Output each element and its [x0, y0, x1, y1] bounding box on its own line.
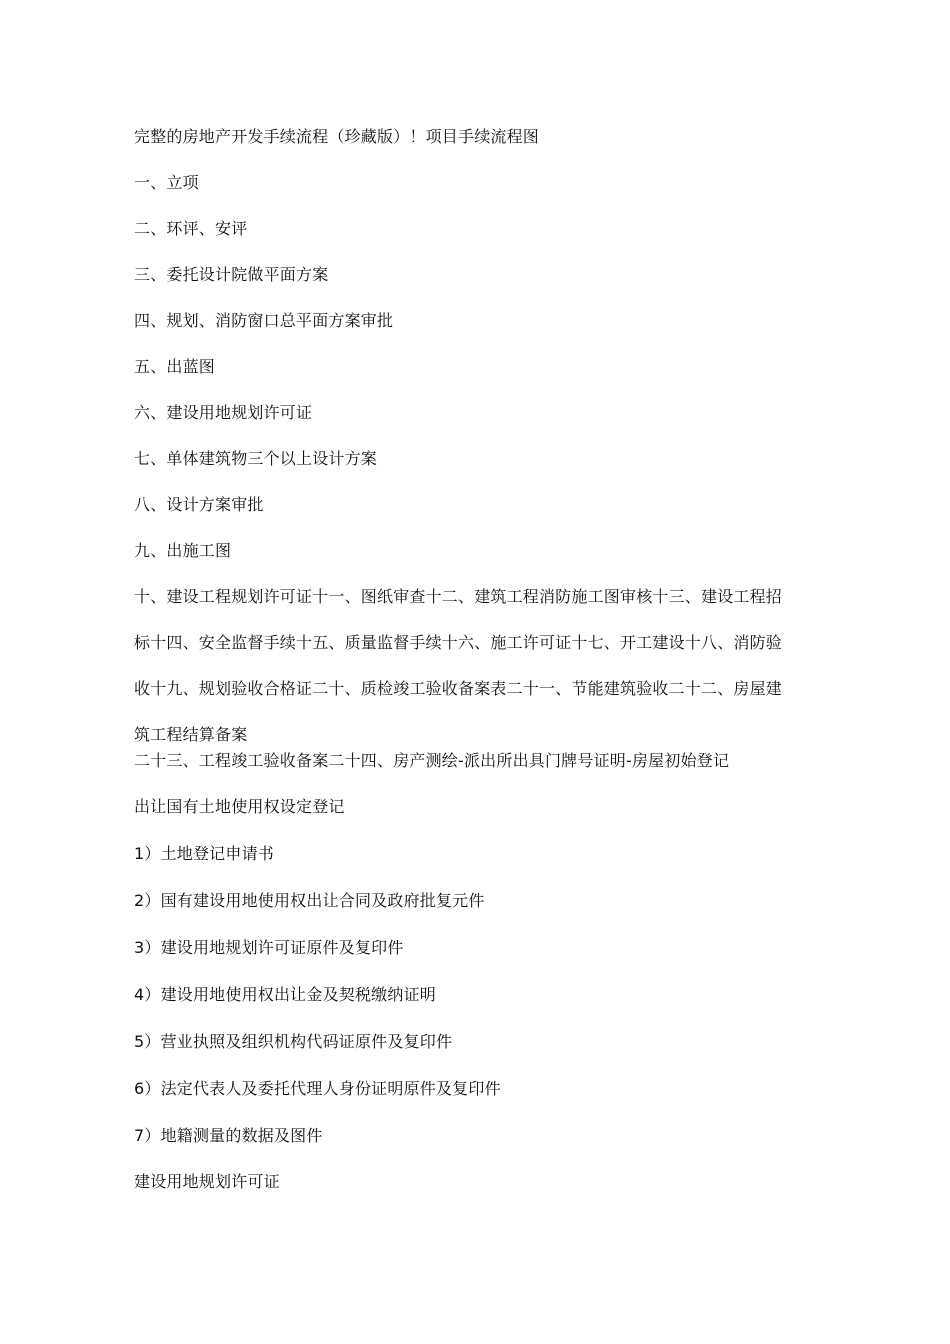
step-1: 一、立项 — [134, 173, 199, 192]
section-heading: 出让国有土地使用权设定登记 — [134, 797, 345, 816]
document-title: 完整的房地产开发手续流程（珍藏版）！项目手续流程图 — [134, 127, 540, 146]
requirement-item: 7）地籍测量的数据及图件 — [134, 1126, 323, 1145]
paragraph-line: 收十九、规划验收合格证二十、质检竣工验收备案表二十一、节能建筑验收二十二、房屋建 — [134, 679, 783, 698]
paragraph-line: 筑工程结算备案 — [134, 725, 248, 744]
step-7: 七、单体建筑物三个以上设计方案 — [134, 449, 378, 468]
requirement-item: 2）国有建设用地使用权出让合同及政府批复元件 — [134, 891, 485, 910]
requirement-item: 6）法定代表人及委托代理人身份证明原件及复印件 — [134, 1079, 501, 1098]
paragraph-line: 标十四、安全监督手续十五、质量监督手续十六、施工许可证十七、开工建设十八、消防验 — [134, 633, 783, 652]
step-6: 六、建设用地规划许可证 — [134, 403, 313, 422]
requirement-item: 1）土地登记申请书 — [134, 844, 274, 863]
paragraph-line: 十、建设工程规划许可证十一、图纸审查十二、建筑工程消防施工图审核十三、建设工程招 — [134, 587, 783, 606]
closing-heading: 建设用地规划许可证 — [134, 1172, 280, 1191]
step-2: 二、环评、安评 — [134, 219, 248, 238]
requirement-item: 3）建设用地规划许可证原件及复印件 — [134, 938, 404, 957]
step-5: 五、出蓝图 — [134, 357, 216, 376]
requirement-item: 4）建设用地使用权出让金及契税缴纳证明 — [134, 985, 436, 1004]
steps-10-22-paragraph — [134, 574, 824, 712]
step-9: 九、出施工图 — [134, 541, 232, 560]
step-3: 三、委托设计院做平面方案 — [134, 265, 329, 284]
steps-23-24: 二十三、工程竣工验收备案二十四、房产测绘-派出所出具门牌号证明-房屋初始登记 — [134, 751, 730, 770]
step-8: 八、设计方案审批 — [134, 495, 264, 514]
requirement-item: 5）营业执照及组织机构代码证原件及复印件 — [134, 1032, 453, 1051]
step-4: 四、规划、消防窗口总平面方案审批 — [134, 311, 394, 330]
